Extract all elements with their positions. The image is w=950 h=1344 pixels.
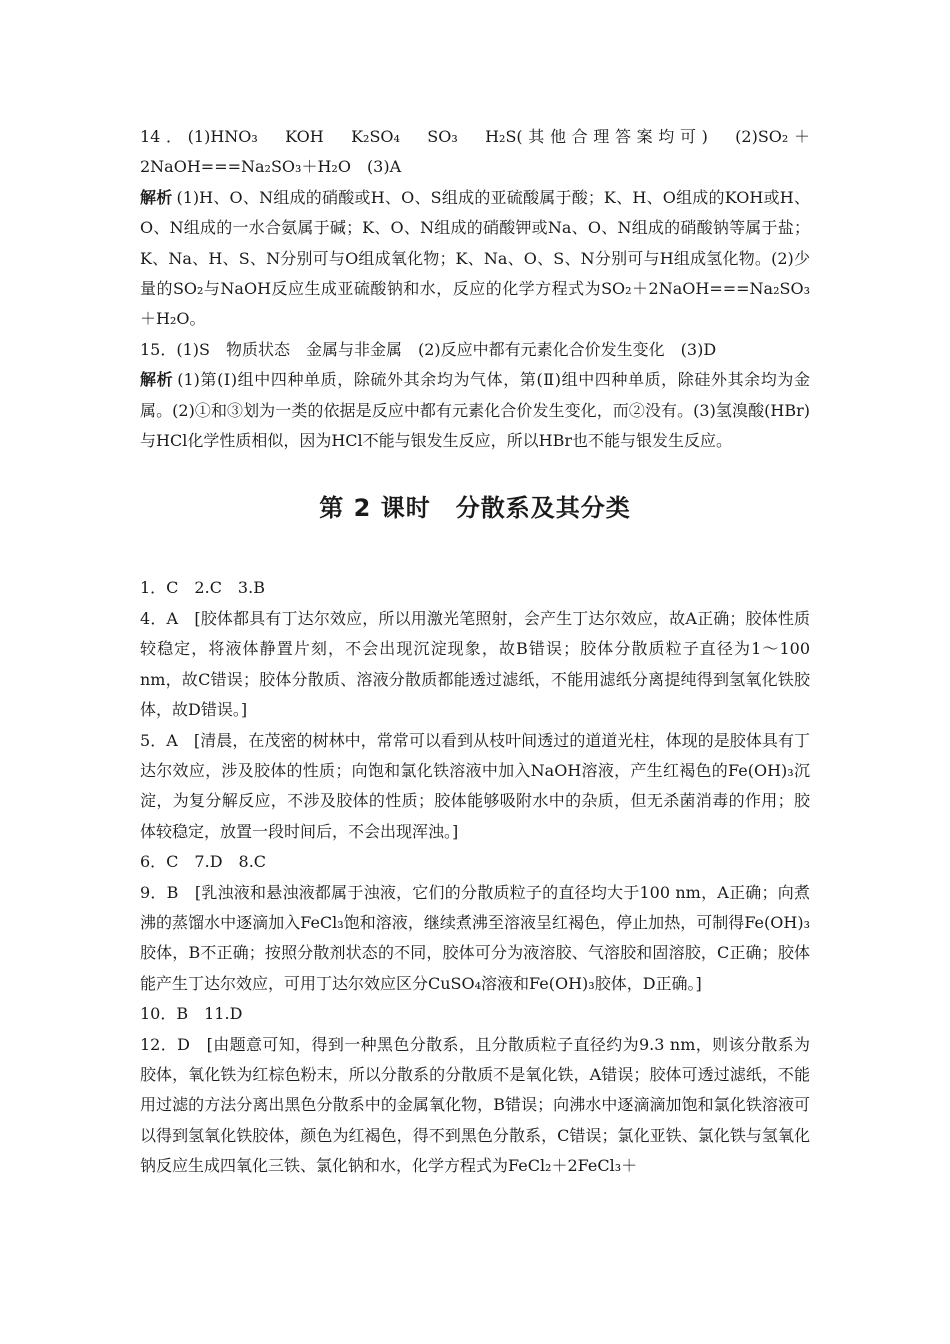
analysis-15-text: (1)第(Ⅰ)组中四种单质，除硫外其余均为气体，第(Ⅱ)组中四种单质，除硅外其余均为金属。(2)①和③划为一类的依据是反应中都有元素化合价发生变化，而②没有。(3)氢溴酸(HBr)与HCl化学性质相似，因为HCl不能与银发生反应，所以HBr也不能与银发生反应。 — [140, 370, 810, 451]
section-title: 第 2 课时 分散系及其分类 — [319, 494, 631, 523]
analysis-label: 解析 — [140, 370, 174, 390]
answer-9: 9．B [乳浊液和悬浊液都属于浊液，它们的分散质粒子的直径均大于100 nm，A正确；向煮沸的蒸馏水中逐滴加入FeCl₃饱和溶液，继续煮沸至溶液呈红褐色，停止加热，可制得Fe(OH)₃胶体，B不正确；按照分散剂状态的不同，胶体可分为液溶胶、气溶胶和固溶胶，C正确；胶体能产生丁达尔效应，可用丁达尔效应区分CuSO₄溶液和Fe(OH)₃胶体，D正确。] — [140, 882, 810, 993]
answer-6-8: 6．C 7.D 8.C — [140, 852, 267, 872]
analysis-15 — [140, 365, 810, 456]
answer-14: 14．(1)HNO₃ KOH K₂SO₄ SO₃ H₂S(其他合理答案均可) (2)SO₂＋2NaOH===Na₂SO₃＋H₂O (3)A — [140, 127, 810, 177]
answer-5: 5．A [清晨，在茂密的树林中，常常可以看到从枝叶间透过的道道光柱，体现的是胶体具有丁达尔效应，涉及胶体的性质；向饱和氯化铁溶液中加入NaOH溶液，产生红褐色的Fe(OH)₃沉淀，为复分解反应，不涉及胶体的性质；胶体能够吸附水中的杂质，但无杀菌消毒的作用；胶体较稳定，放置一段时间后，不会出现浑浊。] — [140, 730, 810, 841]
analysis-14-text: (1)H、O、N组成的硝酸或H、O、S组成的亚硫酸属于酸；K、H、O组成的KOH或H、O、N组成的一水合氨属于碱；K、O、N组成的硝酸钾或Na、O、N组成的硝酸钠等属于盐；K、Na、H、S、N分别可与O组成氧化物；K、Na、O、S、N分别可与H组成氢化物。(2)少量的SO₂与NaOH反应生成亚硫酸钠和水，反应的化学方程式为SO₂＋2NaOH===Na₂SO₃＋H₂O。 — [140, 187, 810, 329]
answer-15: 15．(1)S 物质状态 金属与非金属 (2)反应中都有元素化合价发生变化 (3)D — [140, 339, 717, 359]
answer-1-3: 1．C 2.C 3.B — [140, 578, 265, 598]
answer-4: 4．A [胶体都具有丁达尔效应，所以用激光笔照射，会产生丁达尔效应，故A正确；胶体性质较稳定，将液体静置片刻，不会出现沉淀现象，故B错误；胶体分散质粒子直径为1～100 nm，故C错误；胶体分散质、溶液分散质都能透过滤纸，不能用滤纸分离提纯得到氢氧化铁胶体，故D错误。] — [140, 608, 810, 720]
answer-12: 12．D [由题意可知，得到一种黑色分散系，且分散质粒子直径约为9.3 nm，则该分散系为胶体，氧化铁为红棕色粉末，所以分散系的分散质不是氧化铁，A错误；胶体可透过滤纸，不能用过滤的方法分离出黑色分散系中的金属氧化物，B错误；向沸水中逐滴滴加饱和氯化铁溶液可以得到氢氧化铁胶体，颜色为红褐色，得不到黑色分散系，C错误；氯化亚铁、氯化铁与氢氧化钠反应生成四氧化三铁、氯化钠和水，化学方程式为FeCl₂＋2FeCl₃＋ — [140, 1034, 810, 1176]
analysis-label: 解析 — [140, 187, 173, 207]
answer-content — [140, 122, 810, 1182]
answer-10-11: 10．B 11.D — [140, 1004, 243, 1024]
analysis-14 — [140, 183, 810, 335]
